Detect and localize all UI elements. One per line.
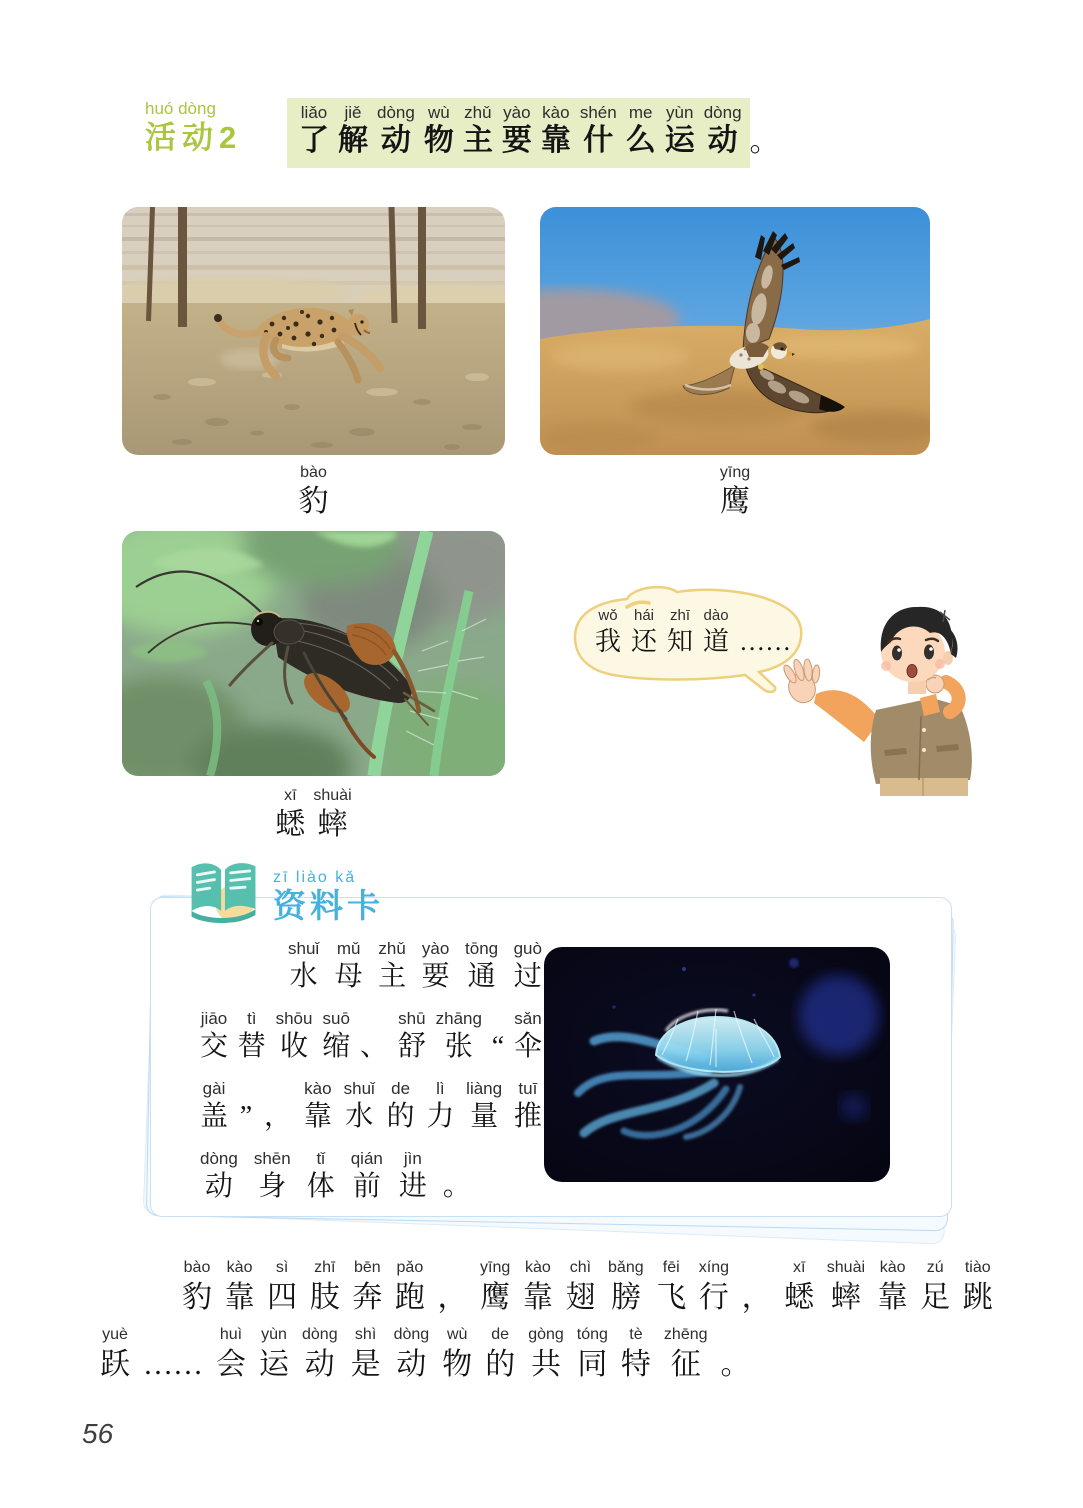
ruby-cell: yīng 鹰 [480,1259,511,1314]
cricket-label-ruby [275,786,351,845]
ruby-cell: kào 靠 [522,1259,553,1314]
ruby-cell: bào 豹 [298,464,329,518]
jellyfish-illustration [544,947,890,1182]
ruby-cell: shuài 蟀 [826,1259,866,1314]
speech-bubble-text [595,607,791,659]
boy-figure [780,600,1015,796]
ruby-cell: qián 前 [350,1149,383,1202]
ruby-cell: zhǔ 主 [378,939,407,992]
ruby-cell: sì 四 [267,1259,298,1314]
open-book-icon [183,855,265,927]
activity-label-text: 活动2 [145,120,243,155]
jellyfish-photo [544,947,890,1182]
ruby-cell: yīng 鹰 [719,464,751,518]
eagle-label [540,463,930,522]
ruby-cell: dòng 动 [377,103,415,157]
ruby-cell: 。 [749,125,780,158]
ruby-cell: mǔ 母 [334,939,363,992]
ruby-cell: kào 靠 [303,1079,332,1132]
page-number: 56 [82,1418,114,1449]
ruby-cell: dào 道 [703,607,730,656]
ruby-cell: chì 翅 [565,1259,596,1314]
paragraph-line-2 [100,1325,993,1386]
card-title-pinyin: zī liào kǎ [273,869,357,886]
card-line-3 [200,1079,542,1136]
ruby-cell: ， [437,1281,468,1314]
ruby-cell: suō 缩 [322,1009,351,1062]
paragraph-line-1 [100,1258,993,1319]
ruby-cell: tè 特 [620,1326,651,1381]
ruby-cell: kào 靠 [540,103,571,157]
speech-bubble [563,581,811,699]
ruby-cell: huì 会 [216,1326,246,1381]
ruby-cell: zhēng 征 [663,1326,708,1381]
cheetah-illustration [122,207,505,455]
ruby-cell: shū 舒 [397,1009,426,1062]
ruby-cell: dòng 动 [393,1326,430,1381]
ruby-cell: hái 还 [631,607,658,656]
ruby-cell: 。 [442,1171,471,1202]
ruby-cell: wù 物 [442,1326,473,1381]
activity-title-highlight [287,98,750,168]
ruby-cell: wǒ 我 [595,607,622,656]
ruby-cell: …… [739,627,792,656]
ruby-cell: zhǔ 主 [462,103,493,157]
ruby-cell: shuài 蟀 [313,787,352,841]
ruby-cell: 。 [720,1348,751,1381]
ruby-cell: zú 足 [920,1259,951,1314]
ruby-cell: “ [491,1031,505,1062]
ruby-cell: me 么 [625,103,656,157]
ruby-cell: tuī 推 [513,1079,542,1132]
activity-title [287,98,780,168]
ruby-cell: lì 力 [426,1079,455,1132]
cheetah-photo [122,207,505,455]
eagle-illustration [540,207,930,455]
cricket-label [122,786,505,845]
activity-label [145,100,242,158]
ruby-cell: dòng 动 [302,1326,338,1381]
ruby-cell: tiào 跳 [962,1259,993,1314]
ruby-cell: yào 要 [501,103,532,157]
card-title [273,869,384,927]
ruby-cell: shuǐ 水 [288,939,320,992]
ruby-cell: gòng 共 [528,1326,564,1381]
ruby-cell: shì 是 [350,1326,381,1381]
ruby-cell: bào 豹 [182,1259,212,1314]
card-text [200,939,542,1219]
ruby-cell: yào 要 [421,939,450,992]
ruby-cell: de 的 [386,1079,415,1132]
ruby-cell: tì 替 [237,1009,266,1062]
ruby-cell: zhāng 张 [435,1009,482,1062]
card-line-1 [200,939,542,996]
ruby-cell: shōu 收 [275,1009,313,1062]
ruby-cell: gài 盖 [200,1079,229,1132]
info-card [150,869,950,1215]
ruby-cell: wù 物 [423,103,454,157]
ruby-cell: pǎo 跑 [394,1259,425,1314]
speech-ruby [595,607,791,659]
ruby-cell: 、 [360,1031,389,1062]
ruby-cell: shuǐ 水 [343,1079,375,1132]
ruby-cell: …… [143,1348,203,1381]
cheetah-label-ruby [299,463,329,522]
ruby-cell: guò 过 [513,939,542,992]
card-title-text: 资料卡 [273,887,384,924]
cheetah-label [122,463,505,522]
ruby-cell: de 的 [485,1326,516,1381]
eagle-label-ruby [720,463,750,522]
ruby-cell: yuè 跃 [100,1326,130,1381]
ruby-cell: jiě 解 [338,103,368,157]
ruby-cell: zhī 知 [667,607,694,656]
summary-paragraph [100,1258,993,1392]
activity-label-pinyin: huó dòng [145,99,216,118]
ruby-cell: ” [239,1101,253,1132]
ruby-cell: ， [741,1281,772,1314]
ruby-cell: tǐ 体 [306,1149,335,1202]
ruby-cell: shēn 身 [253,1149,291,1202]
ruby-cell: fēi 飞 [656,1259,687,1314]
ruby-cell: dòng 动 [200,1149,238,1202]
ruby-cell: xī 蟋 [275,787,306,841]
ruby-cell: tōng 通 [465,939,499,992]
cricket-photo [122,531,505,776]
ruby-cell: xī 蟋 [784,1259,815,1314]
ruby-cell: tóng 同 [576,1326,608,1381]
ruby-cell: kào 靠 [224,1259,255,1314]
eagle-photo [540,207,930,455]
ruby-cell: bǎng 膀 [608,1259,644,1314]
ruby-cell: zhī 肢 [309,1259,340,1314]
ruby-cell: sǎn 伞 [513,1009,542,1062]
ruby-cell: ， [264,1101,293,1132]
ruby-cell: kào 靠 [877,1259,908,1314]
ruby-cell: dòng 动 [703,103,742,157]
ruby-cell: xíng 行 [698,1259,730,1314]
ruby-cell: liàng 量 [466,1079,503,1132]
ruby-cell: shén 什 [579,103,617,157]
card-header [183,855,384,927]
activity-title-period [750,103,780,162]
cricket-illustration [122,531,505,776]
ruby-cell: yùn 运 [259,1326,289,1381]
ruby-cell: bēn 奔 [352,1259,383,1314]
boy-illustration [780,600,1015,801]
ruby-cell: jìn 进 [398,1149,427,1202]
ruby-cell: yùn 运 [664,103,695,157]
ruby-cell: jiāo 交 [200,1009,229,1062]
ruby-cell: liǎo 了 [299,103,329,157]
card-line-4 [200,1149,542,1206]
card-line-2 [200,1009,542,1066]
